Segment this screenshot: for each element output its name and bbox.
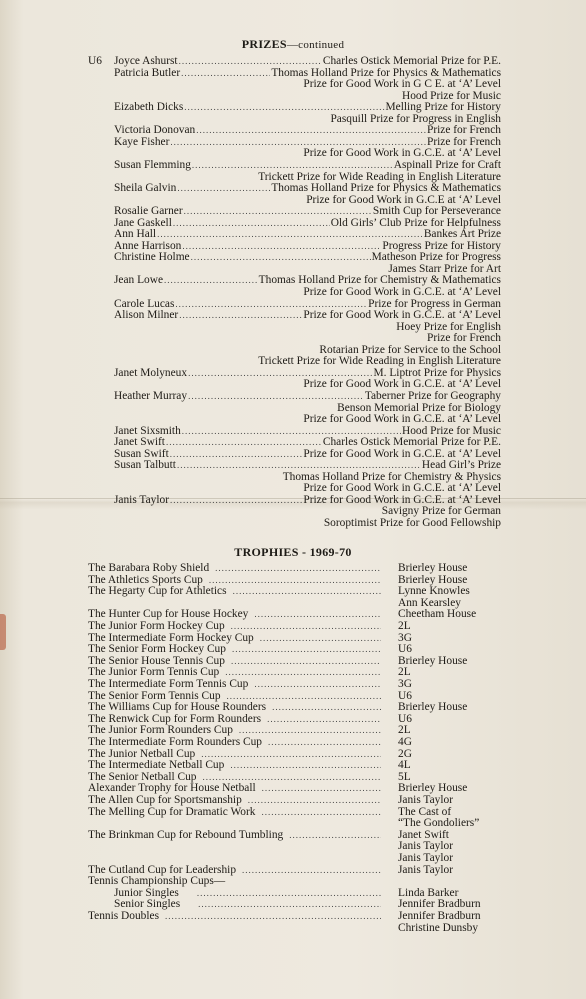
trophy-name: The Renwick Cup for Form Rounders bbox=[88, 712, 262, 725]
trophy-row bbox=[88, 621, 385, 632]
student-name: Ann Hall bbox=[114, 228, 157, 241]
prize-row bbox=[114, 125, 501, 136]
dot-leader bbox=[201, 749, 381, 760]
prize-name: Prize for French bbox=[426, 124, 501, 137]
prize-name: Taberner Prize for Geography bbox=[364, 389, 501, 402]
trophy-name: The Williams Cup for House Rounders bbox=[88, 701, 267, 714]
event-name: Senior Singles bbox=[114, 898, 181, 911]
student-name: Susan Flemming bbox=[114, 158, 191, 171]
event-name: Tennis Doubles bbox=[88, 910, 160, 922]
dot-leader bbox=[177, 183, 270, 194]
trophy-row bbox=[88, 679, 385, 690]
prize-name: Old Girls’ Club Prize for Helpfulness bbox=[330, 216, 501, 229]
trophy-row bbox=[88, 772, 385, 783]
dot-leader bbox=[225, 667, 381, 678]
trophy-winner: Janis Taylor bbox=[398, 852, 453, 864]
championship-row bbox=[114, 888, 385, 899]
dot-leader bbox=[209, 575, 381, 586]
student-name: Patricia Butler bbox=[114, 66, 181, 79]
trophy-winner: 5L bbox=[398, 770, 411, 783]
prize-name: Thomas Holland Prize for Chemistry & Physics bbox=[282, 470, 501, 483]
prize-name: Soroptimist Prize for Good Fellowship bbox=[323, 517, 501, 529]
student-name: Janet Sixsmith bbox=[114, 424, 181, 437]
trophy-winner: U6 bbox=[398, 689, 412, 702]
prize-name: Hood Prize for Music bbox=[401, 89, 501, 102]
student-name: Janis Taylor bbox=[114, 493, 169, 506]
trophy-name: The Allen Cup for Sportsmanship bbox=[88, 794, 242, 806]
prize-name: Trickett Prize for Wide Reading in English Literature bbox=[258, 355, 501, 368]
dot-leader bbox=[177, 460, 421, 471]
prize-name: Prize for Good Work in G.C.E at ‘A’ Level bbox=[306, 193, 501, 206]
dot-leader bbox=[182, 426, 401, 437]
trophy-winner: 3G bbox=[398, 631, 412, 644]
trophy-name: Alexander Trophy for House Netball bbox=[88, 782, 256, 795]
prize-row bbox=[114, 68, 501, 79]
trophy-winner: Brierley House bbox=[398, 701, 468, 714]
dot-leader bbox=[268, 737, 381, 748]
prize-row bbox=[114, 437, 501, 448]
prize-name: Matheson Prize for Progress bbox=[371, 251, 501, 264]
trophy-winner: Janis Taylor bbox=[398, 840, 453, 853]
trophy-name: The Athletics Sports Cup bbox=[88, 573, 203, 586]
prize-name: Prize for Good Work in G.C.E. at ‘A’ Level bbox=[303, 493, 501, 506]
trophy-name: The Brinkman Cup for Rebound Tumbling bbox=[88, 828, 284, 841]
event-name: Junior Singles bbox=[114, 886, 179, 899]
dot-leader bbox=[239, 725, 381, 736]
trophy-name: The Junior Netball Cup bbox=[88, 747, 196, 760]
student-name: Alison Milner bbox=[114, 309, 179, 322]
prize-row bbox=[114, 160, 501, 171]
dot-leader bbox=[232, 644, 381, 655]
prize-name: Rotarian Prize for Service to the School bbox=[319, 343, 501, 356]
dot-leader bbox=[173, 218, 330, 229]
doubles-winner: Jennifer Bradburn bbox=[398, 910, 481, 922]
dot-leader bbox=[233, 586, 381, 597]
prizes-title-suffix: —continued bbox=[286, 39, 345, 51]
prize-row bbox=[114, 137, 501, 148]
trophy-name: The Intermediate Form Tennis Cup bbox=[88, 678, 249, 690]
trophy-name: The Senior Netball Cup bbox=[88, 770, 197, 783]
trophy-name: The Hegarty Cup for Athletics bbox=[88, 585, 227, 598]
championship-winner: Linda Barker bbox=[398, 886, 459, 899]
trophy-name: The Junior Form Rounders Cup bbox=[88, 724, 233, 737]
trophies-heading: TROPHIES - 1969-70 bbox=[234, 545, 352, 559]
dot-leader bbox=[188, 368, 372, 379]
dot-leader bbox=[184, 102, 384, 113]
prize-name: Prize for French bbox=[426, 135, 501, 148]
prize-name: Thomas Holland Prize for Chemistry & Mathematics bbox=[258, 274, 501, 287]
trophy-name: The Melling Cup for Dramatic Work bbox=[88, 805, 256, 818]
prize-row bbox=[114, 495, 501, 506]
trophy-winner: 3G bbox=[398, 678, 412, 690]
prize-name: Prize for Good Work in G.C.E. at ‘A’ Level bbox=[303, 482, 501, 495]
dot-leader bbox=[175, 299, 367, 310]
student-name: Sheila Galvin bbox=[114, 182, 177, 195]
doubles-winner: Christine Dunsby bbox=[398, 921, 479, 934]
trophy-row bbox=[88, 702, 385, 713]
trophy-row bbox=[88, 714, 385, 725]
dot-leader bbox=[289, 830, 381, 841]
dot-leader bbox=[164, 275, 258, 286]
trophy-name: The Senior Form Tennis Cup bbox=[88, 689, 221, 702]
dot-leader bbox=[227, 691, 381, 702]
prize-name: Trickett Prize for Wide Reading in English Literature bbox=[258, 170, 501, 183]
student-name: Jean Lowe bbox=[114, 274, 164, 287]
student-name: Heather Murray bbox=[114, 389, 188, 402]
student-name: Susan Swift bbox=[114, 447, 169, 460]
trophy-name: The Barabara Roby Shield bbox=[88, 562, 210, 574]
student-name: Jane Gaskell bbox=[114, 216, 172, 229]
prize-name: Prize for French bbox=[426, 332, 501, 345]
prize-row bbox=[114, 218, 501, 229]
trophy-row bbox=[88, 691, 385, 702]
trophy-row bbox=[88, 749, 385, 760]
student-name: Rosalie Garner bbox=[114, 205, 183, 218]
prize-row bbox=[114, 183, 501, 194]
trophy-name: The Junior Form Hockey Cup bbox=[88, 620, 225, 632]
prize-name: Prize for Good Work in G.C.E. at ‘A’ Level bbox=[303, 286, 501, 298]
trophy-name: The Intermediate Netball Cup bbox=[88, 759, 225, 772]
dot-leader bbox=[181, 68, 270, 79]
dot-leader bbox=[170, 449, 303, 460]
dot-leader bbox=[230, 760, 381, 771]
prize-name: Hoey Prize for English bbox=[396, 320, 501, 333]
dot-leader bbox=[267, 714, 381, 725]
prize-name: Prize for Good Work in G C E. at ‘A’ Level bbox=[303, 78, 501, 91]
prize-name: Prize for Good Work in G.C.E. at ‘A’ Level bbox=[303, 413, 501, 426]
prize-name: Prize for Good Work in G.C.E. at ‘A’ Level bbox=[303, 447, 501, 460]
dot-leader bbox=[203, 772, 381, 783]
prize-name: Pasquill Prize for Progress in English bbox=[330, 112, 501, 125]
dot-leader bbox=[215, 563, 381, 574]
student-name: Janet Swift bbox=[114, 436, 165, 449]
championship-winner: Jennifer Bradburn bbox=[398, 898, 481, 911]
trophy-row bbox=[88, 644, 385, 655]
prize-name: Savigny Prize for German bbox=[381, 505, 501, 518]
trophy-winner: Brierley House bbox=[398, 782, 468, 795]
dot-leader bbox=[170, 137, 426, 148]
trophy-row bbox=[88, 760, 385, 771]
trophy-row bbox=[88, 656, 385, 667]
trophy-row bbox=[88, 795, 385, 806]
dot-leader bbox=[272, 702, 381, 713]
prize-name: Bankes Art Prize bbox=[423, 228, 501, 241]
student-name: Victoria Donovan bbox=[114, 124, 196, 137]
prize-name: Thomas Holland Prize for Physics & Mathematics bbox=[271, 182, 501, 195]
prize-name: Charles Ostick Memorial Prize for P.E. bbox=[322, 436, 501, 449]
dot-leader bbox=[166, 437, 322, 448]
dot-leader bbox=[231, 621, 381, 632]
trophy-row bbox=[88, 667, 385, 678]
dot-leader bbox=[254, 679, 381, 690]
student-name: Eizabeth Dicks bbox=[114, 101, 184, 114]
trophy-row bbox=[88, 783, 385, 794]
championship-heading: Tennis Championship Cups— bbox=[88, 875, 226, 888]
dot-leader bbox=[182, 241, 381, 252]
prize-name: Progress Prize for History bbox=[382, 239, 501, 252]
dot-leader bbox=[179, 56, 322, 67]
prizes-title: PRIZES bbox=[241, 37, 287, 51]
trophy-row bbox=[88, 830, 385, 841]
trophy-winner: Janis Taylor bbox=[398, 794, 453, 806]
trophy-winner: 2L bbox=[398, 666, 411, 679]
dot-leader bbox=[254, 609, 381, 620]
prize-row bbox=[114, 368, 501, 379]
prize-row bbox=[114, 449, 501, 460]
trophy-row bbox=[88, 865, 385, 876]
trophy-row bbox=[88, 807, 385, 818]
prize-row bbox=[114, 310, 501, 321]
dot-leader bbox=[170, 495, 302, 506]
prize-row bbox=[114, 206, 501, 217]
trophy-winner: “The Gondoliers” bbox=[398, 817, 480, 830]
prize-row bbox=[114, 275, 501, 286]
trophy-name: The Senior Form Hockey Cup bbox=[88, 643, 226, 656]
trophy-winner: Brierley House bbox=[398, 562, 468, 574]
trophy-winner: 4G bbox=[398, 736, 412, 748]
trophy-row bbox=[88, 609, 385, 620]
trophy-row bbox=[88, 563, 385, 574]
student-name: Kaye Fisher bbox=[114, 135, 170, 148]
dot-leader bbox=[231, 656, 381, 667]
prize-row bbox=[114, 391, 501, 402]
prize-name: Prize for Good Work in G.C.E. at ‘A’ Level bbox=[303, 309, 501, 322]
prizes-heading bbox=[0, 37, 586, 52]
prize-name: Head Girl’s Prize bbox=[421, 459, 501, 472]
dot-leader bbox=[196, 125, 426, 136]
trophy-winner: U6 bbox=[398, 643, 412, 656]
prize-name: M. Liptrot Prize for Physics bbox=[373, 366, 501, 379]
trophy-winner: Janet Swift bbox=[398, 828, 449, 841]
dot-leader bbox=[262, 783, 381, 794]
student-name: Susan Talbutt bbox=[114, 459, 176, 472]
trophy-winner: 2L bbox=[398, 724, 411, 737]
dot-leader bbox=[188, 391, 364, 402]
trophy-name: The Junior Form Tennis Cup bbox=[88, 666, 220, 679]
trophy-name: The Hunter Cup for House Hockey bbox=[88, 608, 249, 621]
doubles-row bbox=[88, 911, 385, 922]
trophy-winner: 2L bbox=[398, 620, 411, 632]
prize-row bbox=[114, 102, 501, 113]
dot-leader bbox=[248, 795, 381, 806]
dot-leader bbox=[157, 229, 423, 240]
prize-name: Prize for Good Work in G.C.E. at ‘A’ Level bbox=[303, 378, 501, 391]
trophy-row bbox=[88, 737, 385, 748]
prize-name: Thomas Holland Prize for Physics & Mathematics bbox=[271, 66, 501, 79]
trophy-winner: The Cast of bbox=[398, 805, 452, 818]
trophy-winner: Ann Kearsley bbox=[398, 596, 461, 609]
prize-name: Charles Ostick Memorial Prize for P.E. bbox=[322, 55, 501, 67]
trophy-winner: 4L bbox=[398, 759, 411, 772]
dot-leader bbox=[197, 888, 381, 899]
trophy-name: The Senior House Tennis Cup bbox=[88, 654, 225, 667]
dot-leader bbox=[198, 899, 381, 910]
student-name: Carole Lucas bbox=[114, 297, 175, 310]
prize-name: Prize for Progress in German bbox=[368, 297, 501, 310]
prize-name: Hood Prize for Music bbox=[401, 424, 501, 437]
trophy-winner: 2G bbox=[398, 747, 412, 760]
dot-leader bbox=[242, 865, 381, 876]
prize-row bbox=[114, 460, 501, 471]
dot-leader bbox=[191, 252, 371, 263]
prize-name: Benson Memorial Prize for Biology bbox=[337, 401, 501, 414]
trophy-row bbox=[88, 725, 385, 736]
prize-row bbox=[114, 229, 501, 240]
trophy-winner: Janis Taylor bbox=[398, 863, 453, 876]
trophy-name: The Cutland Cup for Leadership bbox=[88, 863, 237, 876]
trophy-winner: Cheetham House bbox=[398, 608, 477, 621]
trophy-name: The Intermediate Form Hockey Cup bbox=[88, 631, 254, 644]
prize-name: James Starr Prize for Art bbox=[388, 262, 501, 275]
prize-row bbox=[114, 299, 501, 310]
trophy-winner: Lynne Knowles bbox=[398, 585, 470, 598]
prize-row bbox=[114, 241, 501, 252]
prize-name: Aspinall Prize for Craft bbox=[393, 158, 501, 171]
form-label: U6 bbox=[88, 55, 102, 67]
student-name: Joyce Ashurst bbox=[114, 55, 178, 67]
dot-leader bbox=[192, 160, 393, 171]
prize-row bbox=[114, 426, 501, 437]
trophy-row bbox=[88, 633, 385, 644]
dot-leader bbox=[261, 807, 381, 818]
championship-row bbox=[114, 899, 385, 910]
student-name: Christine Holme bbox=[114, 251, 190, 264]
dot-leader bbox=[165, 911, 381, 922]
trophy-name: The Intermediate Form Rounders Cup bbox=[88, 736, 262, 748]
student-name: Janet Molyneux bbox=[114, 366, 188, 379]
prize-name: Smith Cup for Perseverance bbox=[372, 205, 501, 218]
prize-name: Prize for Good Work in G.C.E. at ‘A’ Level bbox=[303, 147, 501, 160]
trophy-row bbox=[88, 586, 385, 597]
prize-name: Melling Prize for History bbox=[385, 101, 501, 114]
dot-leader bbox=[179, 310, 302, 321]
student-name: Anne Harrison bbox=[114, 239, 182, 252]
paper-tear bbox=[0, 614, 6, 650]
trophy-row bbox=[88, 575, 385, 586]
dot-leader bbox=[260, 633, 381, 644]
trophy-winner: Brierley House bbox=[398, 573, 468, 586]
dot-leader bbox=[184, 206, 372, 217]
trophy-winner: Brierley House bbox=[398, 654, 468, 667]
prize-row bbox=[114, 252, 501, 263]
prize-row bbox=[114, 56, 501, 67]
trophy-winner: U6 bbox=[398, 712, 412, 725]
